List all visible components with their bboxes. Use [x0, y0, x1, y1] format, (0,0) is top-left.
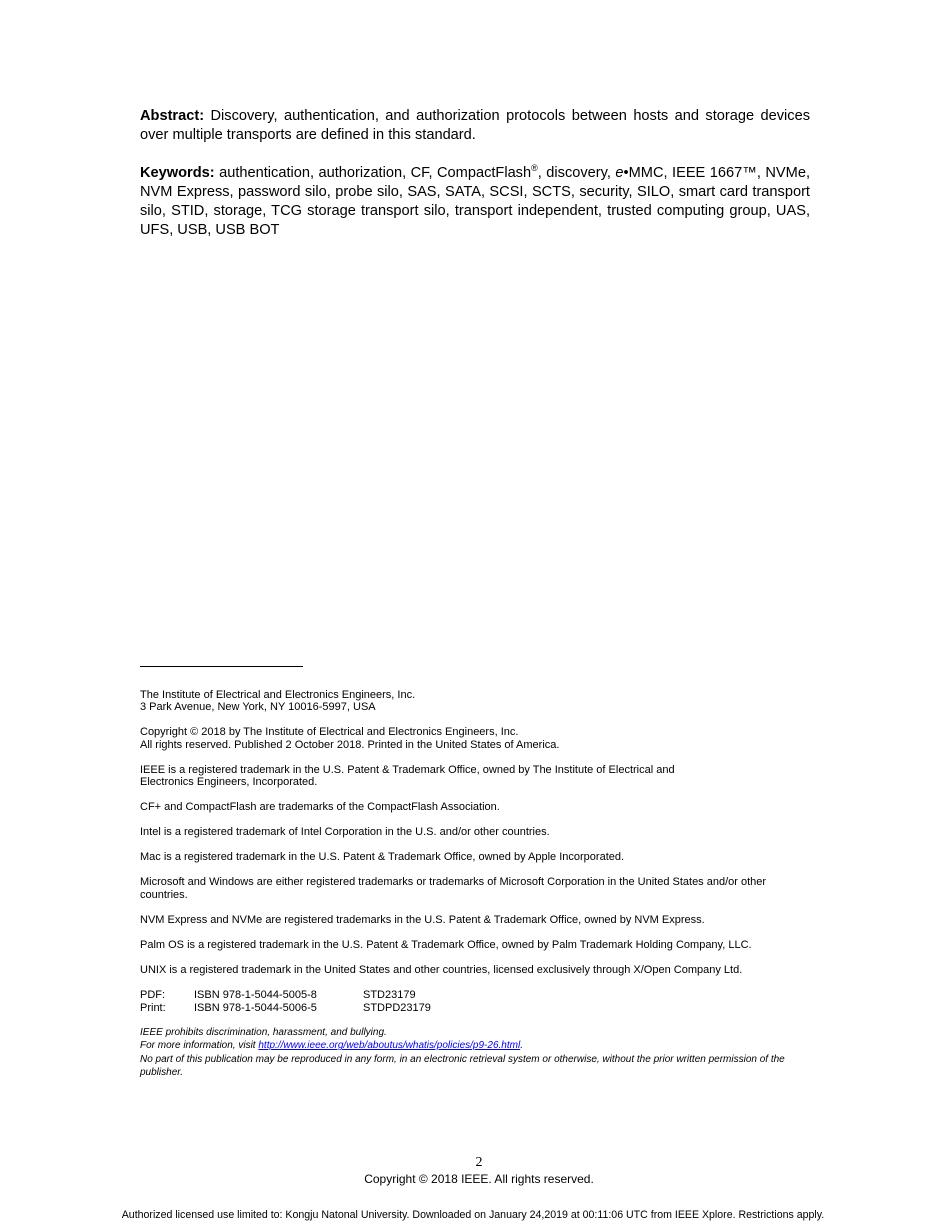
trademark-notice: UNIX is a registered trademark in the United States and other countries, licensed exclusively through X/Open Company Ltd. — [140, 963, 743, 976]
copyright-line-2: All rights reserved. Published 2 October 2018. Printed in the United States of America. — [140, 738, 560, 751]
keywords-text-part1: authentication, authorization, CF, CompactFlash — [214, 164, 532, 181]
isbn-std-code: STD23179 — [363, 988, 416, 1001]
keywords-paragraph — [140, 159, 810, 240]
copyright-line-1: Copyright © 2018 by The Institute of Electrical and Electronics Engineers, Inc. — [140, 726, 519, 739]
trademark-notice: CF+ and CompactFlash are trademarks of the CompactFlash Association. — [140, 801, 500, 814]
isbn-number: ISBN 978-1-5044-5005-8 — [194, 988, 317, 1001]
publisher-block — [140, 689, 820, 714]
abstract-paragraph — [140, 107, 810, 145]
trademark-notice: IEEE is a registered trademark in the U.S. Patent & Trademark Office, owned by The Institute of Electrical and Electronics Engineers, Incorporated. — [140, 763, 675, 789]
license-notice: Authorized licensed use limited to: Kongju Natonal University. Downloaded on January 24,2019 at 00:11:06 UTC from IEEE Xplore. Restrictions apply. — [121, 1209, 825, 1221]
keywords-text-part3: •MMC, IEEE 1667™, NVMe, NVM Express, password silo, probe silo, SAS, SATA, SCSI, SCTS, security, SILO, smart card transport silo, STID, storage, TCG storage transport silo, transport independent, trusted computing group, UAS, UFS, USB, USB BOT — [140, 164, 810, 238]
isbn-number: ISBN 978-1-5044-5006-5 — [194, 1001, 317, 1014]
legal-notes — [140, 1026, 815, 1080]
isbn-row — [140, 1002, 431, 1015]
abstract-text: Discovery, authentication, and authorization protocols between hosts and storage devices over multiple transports are defined in this standard. — [140, 108, 810, 143]
trademark-notice: Mac is a registered trademark in the U.S. Patent & Trademark Office, owned by Apple Incorporated. — [140, 851, 625, 864]
copyright-block — [140, 726, 820, 751]
policy-link[interactable]: http://www.ieee.org/web/aboutus/whatis/policies/p9-26.html — [258, 1040, 521, 1052]
publication-info — [140, 689, 820, 1080]
isbn-row — [140, 989, 431, 1002]
trademark-notice: Microsoft and Windows are either registered trademarks or trademarks of Microsoft Corporation in the United States and/or other countries. — [140, 876, 767, 901]
publisher-name: The Institute of Electrical and Electronics Engineers, Inc. — [140, 689, 416, 701]
isbn-format: PDF: — [140, 988, 166, 1001]
isbn-table — [140, 989, 431, 1015]
reproduction-notice: No part of this publication may be reproduced in any form, in an electronic retrieval system or otherwise, without the prior written permission of the publisher. — [140, 1053, 785, 1079]
registered-mark: ® — [531, 163, 538, 173]
discrimination-notice: IEEE prohibits discrimination, harassment, and bullying. — [140, 1026, 387, 1038]
keywords-label: Keywords: — [140, 164, 215, 181]
more-info-line — [140, 1039, 815, 1053]
isbn-std-code: STDPD23179 — [363, 1001, 431, 1014]
trademark-notice: Palm OS is a registered trademark in the U.S. Patent & Trademark Office, owned by Palm Trademark Holding Company, LLC. — [140, 938, 752, 951]
publisher-address: 3 Park Avenue, New York, NY 10016-5997, USA — [140, 701, 376, 714]
abstract-label: Abstract: — [140, 108, 205, 124]
isbn-format: Print: — [140, 1001, 166, 1014]
abstract-section — [140, 107, 810, 254]
footnote-divider — [140, 666, 303, 667]
keywords-emmc-italic: e — [615, 164, 624, 181]
keywords-text-part2: , discovery, — [537, 164, 616, 181]
page-number: 2 — [475, 1155, 483, 1170]
trademark-notice: Intel is a registered trademark of Intel Corporation in the U.S. and/or other countries. — [140, 826, 550, 839]
trademark-notice: NVM Express and NVMe are registered trademarks in the U.S. Patent & Trademark Office, owned by NVM Express. — [140, 913, 705, 926]
more-info-prefix: For more information, visit — [140, 1040, 259, 1052]
more-info-suffix: . — [520, 1040, 523, 1052]
copyright-footer: Copyright © 2018 IEEE. All rights reserved. — [364, 1172, 594, 1186]
